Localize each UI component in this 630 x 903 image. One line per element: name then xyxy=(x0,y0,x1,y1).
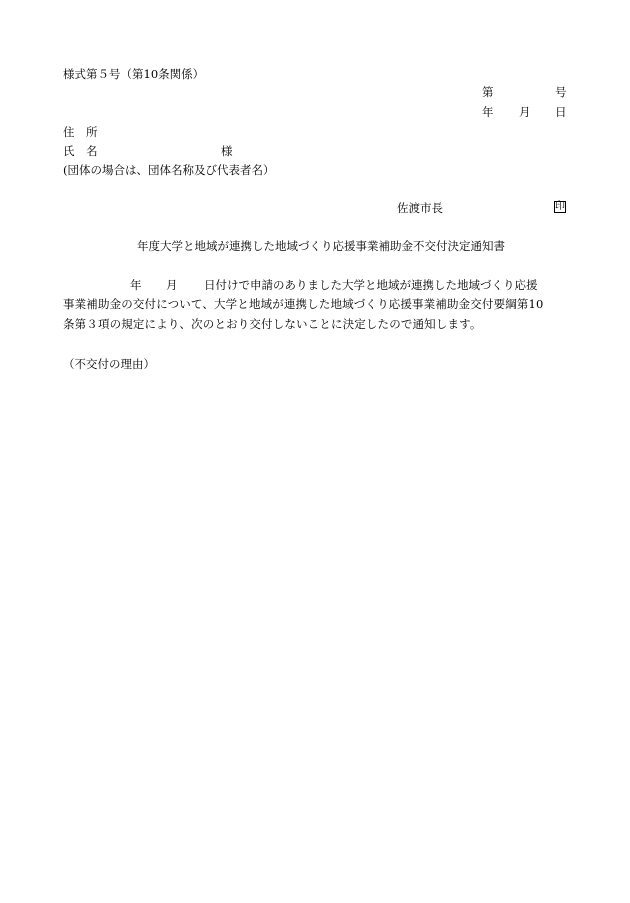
date-day-label: 日 xyxy=(555,105,567,119)
name-label: 氏 名 xyxy=(63,144,98,158)
date-month-label: 月 xyxy=(519,105,531,119)
body-line-2: 事業補助金の交付について、大学と地域が連携した地域づくり応援事業補助金交付要綱第10 xyxy=(63,297,544,311)
address-label: 住 所 xyxy=(63,125,98,139)
seal-mark: 印 xyxy=(555,201,565,212)
document-number-prefix: 第 xyxy=(482,85,494,99)
document-title: 年度大学と地域が連携した地域づくり応援事業補助金不交付決定通知書 xyxy=(137,239,505,253)
date-year-label: 年 xyxy=(482,105,494,119)
form-number: 様式第５号（第10条関係） xyxy=(63,67,205,81)
reason-heading: （不交付の理由） xyxy=(63,357,155,371)
body-line-1: 日付けで申請のありました大学と地域が連携した地域づくり応援 xyxy=(204,278,538,292)
group-note: (団体の場合は、団体名称及び代表者名） xyxy=(63,163,275,177)
body-date-month: 月 xyxy=(166,278,178,292)
mayor-title: 佐渡市長 xyxy=(397,201,443,215)
honorific-label: 様 xyxy=(221,144,233,158)
body-line-3: 条第３項の規定により、次のとおり交付しないことに決定したので通知します。 xyxy=(63,317,482,331)
document-number-suffix: 号 xyxy=(555,85,567,99)
body-date-year: 年 xyxy=(130,278,142,292)
